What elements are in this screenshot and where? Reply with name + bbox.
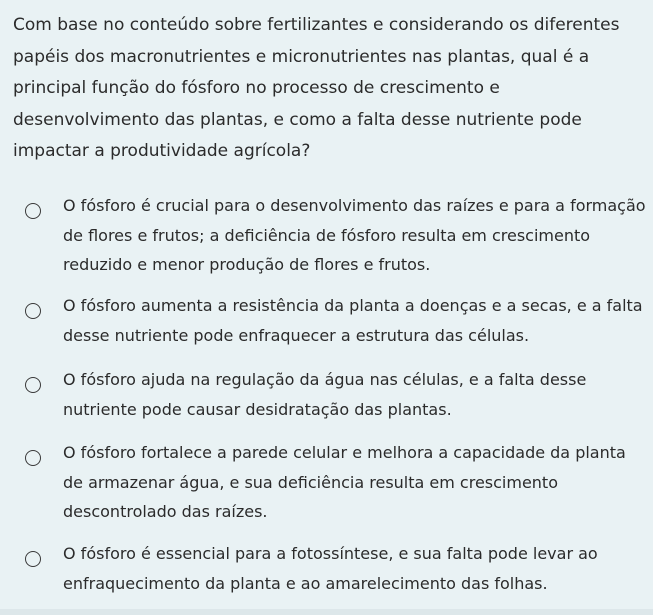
- bottom-divider: [0, 609, 653, 615]
- answer-option-a-text[interactable]: O fósforo é crucial para o desenvolvimento das raízes e para a formação de flores e frutos; a deficiência de fósforo resulta em crescimento reduzido e menor produção de flores e frutos.: [63, 196, 646, 274]
- radio-button-b[interactable]: [25, 303, 41, 319]
- radio-button-a[interactable]: [25, 203, 41, 219]
- radio-button-d[interactable]: [25, 450, 41, 466]
- answer-option-b-text[interactable]: O fósforo aumenta a resistência da planta a doenças e a secas, e a falta desse nutriente pode enfraquecer a estrutura das células.: [63, 296, 643, 345]
- question-text: Com base no conteúdo sobre fertilizantes e considerando os diferentes papéis dos macronutrientes e micronutrientes nas plantas, qual é a principal função do fósforo no processo de crescimento e desenvolvimento das plantas, e como a falta desse nutriente pode impactar a produtividade agrícola?: [13, 15, 620, 161]
- answer-option-d-text[interactable]: O fósforo fortalece a parede celular e melhora a capacidade da planta de armazenar água, e sua deficiência resulta em crescimento descontrolado das raízes.: [63, 443, 626, 521]
- radio-button-e[interactable]: [25, 551, 41, 567]
- radio-button-c[interactable]: [25, 377, 41, 393]
- answer-option-c-text[interactable]: O fósforo ajuda na regulação da água nas células, e a falta desse nutriente pode causar desidratação das plantas.: [63, 370, 587, 419]
- answer-option-e-text[interactable]: O fósforo é essencial para a fotossíntese, e sua falta pode levar ao enfraquecimento da planta e ao amarelecimento das folhas.: [63, 544, 598, 593]
